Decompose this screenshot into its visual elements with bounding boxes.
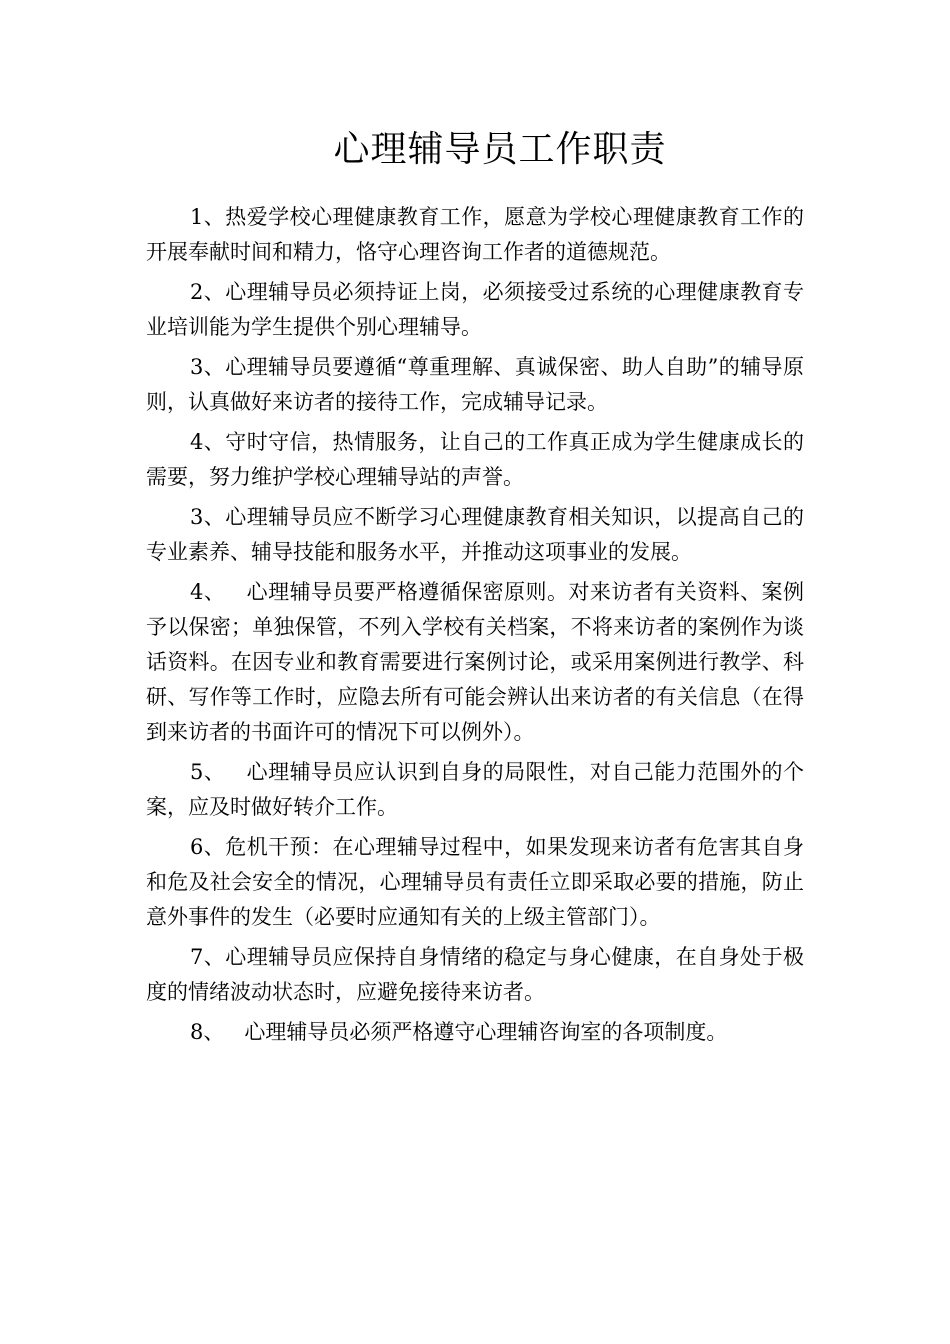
paragraph-text: 心理辅导员应认识到自身的局限性，对自己能力范围外的个案，应及时做好转介工作。 <box>146 760 804 819</box>
paragraph-8 <box>146 830 804 935</box>
paragraph-number: 8、 <box>190 1020 245 1044</box>
paragraph-number: 3、 <box>190 505 226 529</box>
paragraph-number: 6、 <box>190 835 226 859</box>
paragraph-4 <box>146 425 804 495</box>
paragraph-2 <box>146 275 804 345</box>
paragraph-7 <box>146 755 804 825</box>
paragraph-6 <box>146 575 804 750</box>
paragraph-text: 心理辅导员要遵循“尊重理解、真诚保密、助人自助”的辅导原则，认真做好来访者的接待工作，完成辅导记录。 <box>146 355 804 414</box>
paragraph-text: 心理辅导员要严格遵循保密原则。对来访者有关资料、案例予以保密；单独保管，不列入学校有关档案，不将来访者的案例作为谈话资料。在因专业和教育需要进行案例讨论，或采用案例进行教学、科研、写作等工作时，应隐去所有可能会辨认出来访者的有关信息（在得到来访者的书面许可的情况下可以例外）。 <box>146 580 804 744</box>
paragraph-number: 4、 <box>190 580 247 604</box>
paragraph-3 <box>146 350 804 420</box>
paragraph-number: 2、 <box>190 280 226 304</box>
paragraph-text: 心理辅导员必须严格遵守心理辅咨询室的各项制度。 <box>244 1020 728 1044</box>
paragraph-5 <box>146 500 804 570</box>
paragraph-text: 守时守信，热情服务，让自己的工作真正成为学生健康成长的需要，努力维护学校心理辅导站的声誉。 <box>146 430 804 489</box>
paragraph-number: 7、 <box>190 945 226 969</box>
paragraph-text: 心理辅导员必须持证上岗，必须接受过系统的心理健康教育专业培训能为学生提供个别心理辅导。 <box>146 280 804 339</box>
paragraph-9 <box>146 940 804 1010</box>
paragraph-number: 5、 <box>190 760 247 784</box>
paragraph-text: 心理辅导员应不断学习心理健康教育相关知识，以提高自己的专业素养、辅导技能和服务水平，并推动这项事业的发展。 <box>146 505 804 564</box>
document-title: 心理辅导员工作职责 <box>333 129 667 170</box>
paragraph-1 <box>146 200 804 270</box>
paragraph-10 <box>146 1015 804 1050</box>
paragraph-text: 心理辅导员应保持自身情绪的稳定与身心健康，在自身处于极度的情绪波动状态时，应避免接待来访者。 <box>146 945 804 1004</box>
paragraph-text: 危机干预：在心理辅导过程中，如果发现来访者有危害其自身和危及社会安全的情况，心理辅导员有责任立即采取必要的措施，防止意外事件的发生（必要时应通知有关的上级主管部门）。 <box>146 835 804 929</box>
paragraph-number: 3、 <box>190 355 226 379</box>
paragraph-text: 热爱学校心理健康教育工作，愿意为学校心理健康教育工作的开展奉献时间和精力，恪守心理咨询工作者的道德规范。 <box>146 205 804 264</box>
paragraph-number: 4、 <box>190 430 226 454</box>
paragraph-number: 1、 <box>190 205 226 229</box>
